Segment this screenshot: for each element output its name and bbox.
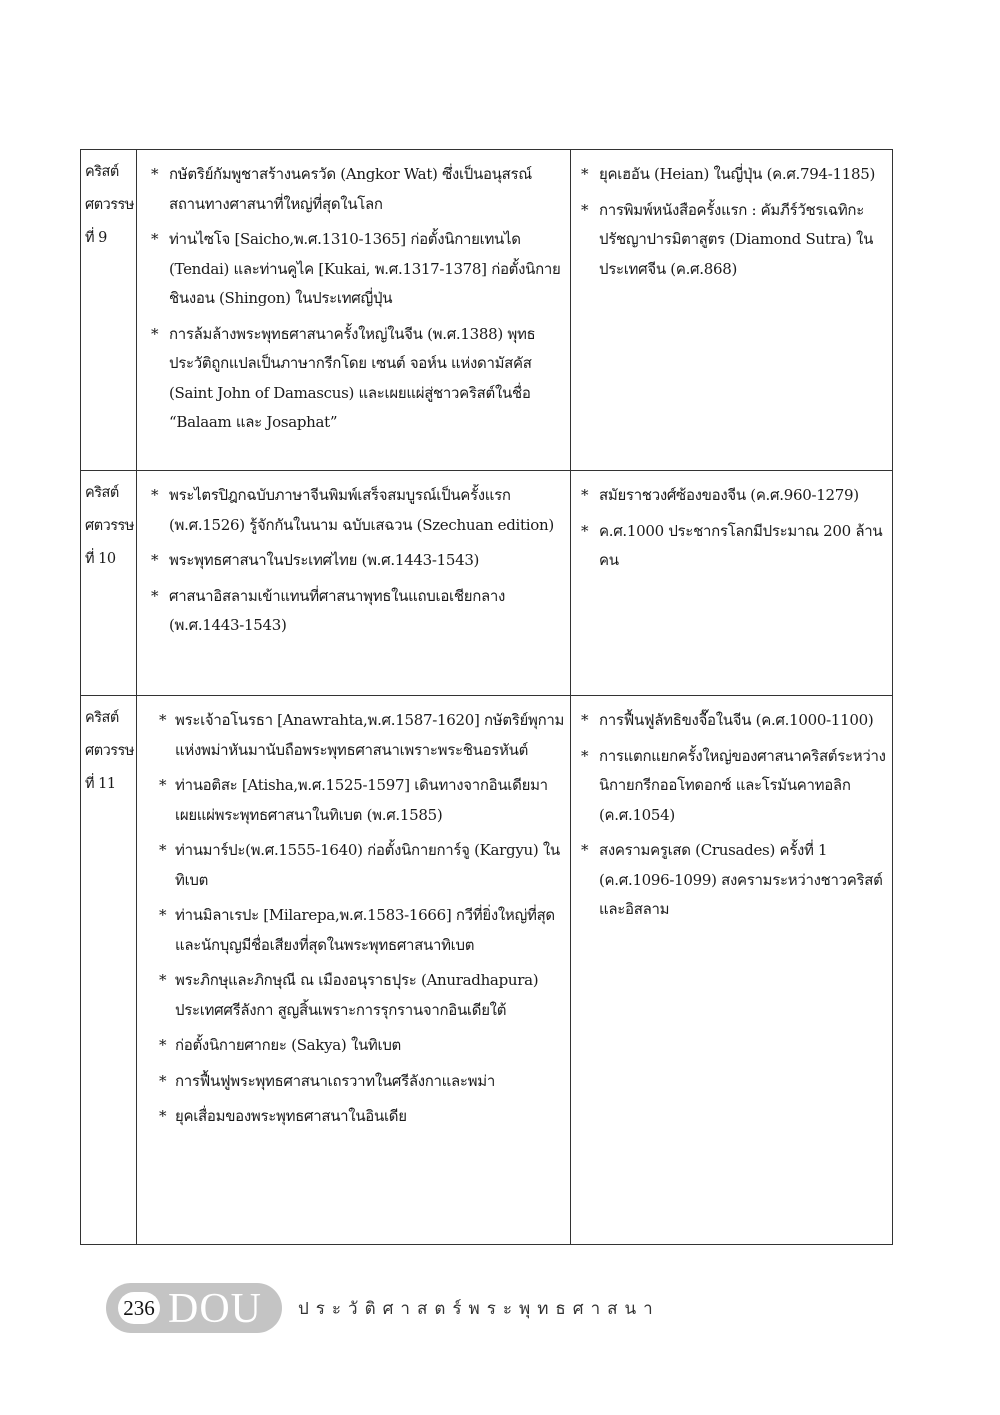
event-item: * พระไตรปิฎกฉบับภาษาจีนพิมพ์เสร็จสมบูรณ์เป็นครั้งแรก (พ.ศ.1526) รู้จักกันในนาม ฉบับเสฉวน (Szechuan edition) bbox=[137, 481, 566, 540]
event-item: * การล้มล้างพระพุทธศาสนาครั้งใหญ่ในจีน (พ.ศ.1388) พุทธประวัติถูกแปลเป็นภาษากรีกโดย เซนต์ จอห์น แห่งดามัสคัส (Saint John of Damascus) และเผยแผ่สู่ชาวคริสต์ในชื่อ “Balaam และ Josaphat” bbox=[137, 320, 566, 438]
event-item: * ศาสนาอิสลามเข้าแทนที่ศาสนาพุทธในแถบเอเชียกลาง (พ.ศ.1443-1543) bbox=[137, 582, 566, 641]
event-item: * พระภิกษุและภิกษุณี ณ เมืองอนุราธปุระ (Anuradhapura) ประเทศศรีลังกา สูญสิ้นเพราะการรุกรานจากอินเดียใต้ bbox=[137, 966, 566, 1025]
page-footer bbox=[106, 1283, 660, 1333]
event-item: * ท่านไซโจ [Saicho,พ.ศ.1310-1365] ก่อตั้งนิกายเทนได (Tendai) และท่านคูไค [Kukai, พ.ศ.1317-1378] ก่อตั้งนิกายชินงอน (Shingon) ในประเทศญี่ปุ่น bbox=[137, 225, 566, 314]
event-item: * การฟื้นฟูพระพุทธศาสนาเถรวาทในศรีลังกาและพม่า bbox=[137, 1067, 566, 1097]
event-item: * สมัยราชวงศ์ซ้องของจีน (ค.ศ.960-1279) bbox=[571, 481, 888, 511]
event-item: * สงครามครูเสด (Crusades) ครั้งที่ 1 (ค.ศ.1096-1099) สงครามระหว่างชาวคริสต์ และอิสลาม bbox=[571, 836, 888, 925]
event-item: * ค.ศ.1000 ประชากรโลกมีประมาณ 200 ล้านคน bbox=[571, 517, 888, 576]
dou-logo: DOU bbox=[168, 1286, 262, 1332]
event-item: * ยุคเสื่อมของพระพุทธศาสนาในอินเดีย bbox=[137, 1102, 566, 1132]
event-item: * ท่านมิลาเรปะ [Milarepa,พ.ศ.1583-1666] กวีที่ยิ่งใหญ่ที่สุดและนักบุญมีชื่อเสียงที่สุดในพระพุทธศาสนาทิเบต bbox=[137, 901, 566, 960]
event-item: * การฟื้นฟูลัทธิขงจื๊อในจีน (ค.ศ.1000-1100) bbox=[571, 706, 888, 736]
event-item: * ยุคเฮอัน (Heian) ในญี่ปุ่น (ค.ศ.794-1185) bbox=[571, 160, 888, 190]
event-item: * พระเจ้าอโนรธา [Anawrahta,พ.ศ.1587-1620] กษัตริย์พุกามแห่งพม่าหันมานับถือพระพุทธศาสนาเพราะพระชินอรหันต์ bbox=[137, 706, 566, 765]
event-item: * การพิมพ์หนังสือครั้งแรก : คัมภีร์วัชรเฉทิกะปรัชญาปารมิตาสูตร (Diamond Sutra) ในประเทศจีน (ค.ศ.868) bbox=[571, 196, 888, 285]
event-item: * พระพุทธศาสนาในประเทศไทย (พ.ศ.1443-1543) bbox=[137, 546, 566, 576]
table-row bbox=[81, 150, 893, 471]
century-cell: คริสต์ ศตวรรษ ที่ 10 bbox=[81, 471, 137, 696]
buddhism-events-cell bbox=[137, 150, 571, 471]
world-events-cell bbox=[571, 696, 893, 1245]
event-item: * ท่านมาร์ปะ(พ.ศ.1555-1640) ก่อตั้งนิกายการ์จู (Kargyu) ในทิเบต bbox=[137, 836, 566, 895]
event-item: * ท่านอติสะ [Atisha,พ.ศ.1525-1597] เดินทางจากอินเดียมาเผยแผ่พระพุทธศาสนาในทิเบต (พ.ศ.1585) bbox=[137, 771, 566, 830]
buddhism-events-cell bbox=[137, 471, 571, 696]
buddhism-events-cell bbox=[137, 696, 571, 1245]
page-number: 236 bbox=[118, 1292, 160, 1324]
event-item: * กษัตริย์กัมพูชาสร้างนครวัด (Angkor Wat) ซึ่งเป็นอนุสรณ์สถานทางศาสนาที่ใหญ่ที่สุดในโลก bbox=[137, 160, 566, 219]
event-item: * การแตกแยกครั้งใหญ่ของศาสนาคริสต์ระหว่างนิกายกรีกออโทดอกซ์ และโรมันคาทอลิก (ค.ศ.1054) bbox=[571, 742, 888, 831]
century-cell: คริสต์ ศตวรรษ ที่ 9 bbox=[81, 150, 137, 471]
timeline-table bbox=[80, 149, 893, 1245]
table-row bbox=[81, 696, 893, 1245]
table-row bbox=[81, 471, 893, 696]
world-events-cell bbox=[571, 471, 893, 696]
event-item: * ก่อตั้งนิกายศากยะ (Sakya) ในทิเบต bbox=[137, 1031, 566, 1061]
footer-badge bbox=[106, 1283, 282, 1333]
book-title: ประวัติศาสตร์พระพุทธศาสนา bbox=[298, 1298, 660, 1319]
world-events-cell bbox=[571, 150, 893, 471]
century-cell: คริสต์ ศตวรรษ ที่ 11 bbox=[81, 696, 137, 1245]
